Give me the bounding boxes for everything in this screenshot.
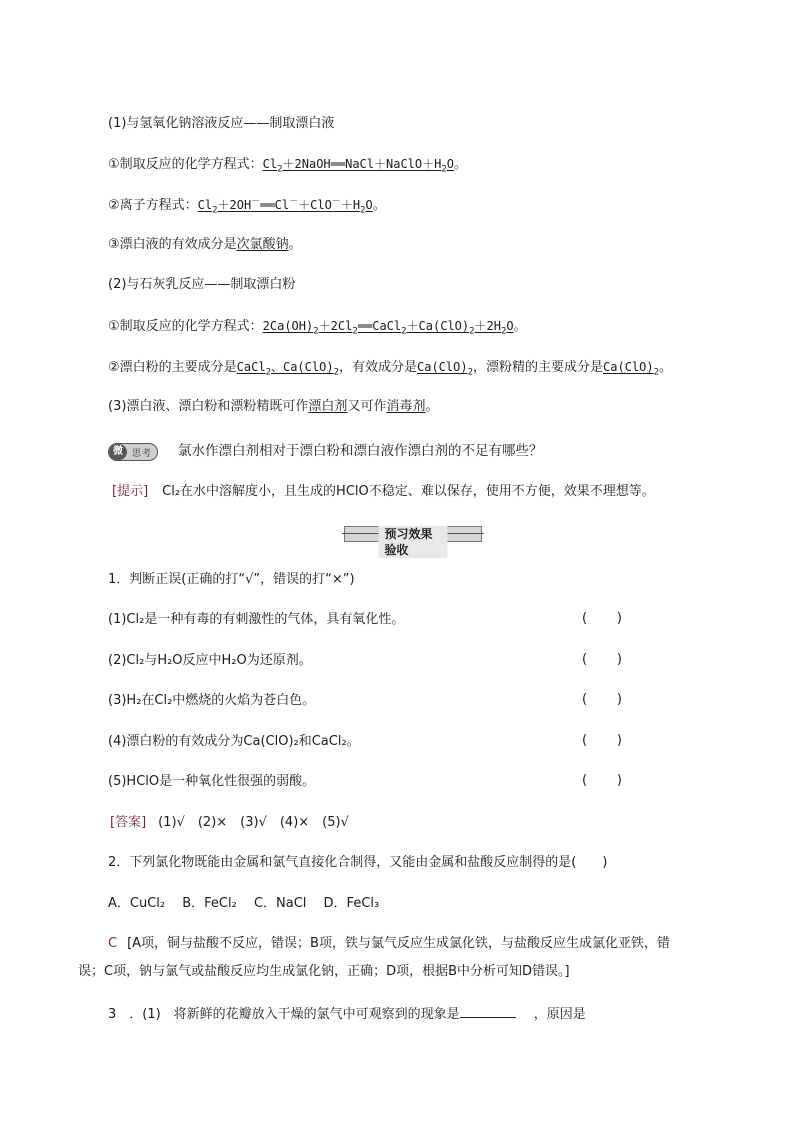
think-badge-wei: 微 bbox=[109, 444, 127, 460]
s1-chem-prefix: ①制取反应的化学方程式： bbox=[108, 157, 263, 172]
think-question: 氯水作漂白剂相对于漂白粉和漂白液作漂白剂的不足有哪些？ bbox=[178, 443, 543, 459]
q1-stem: 1．判断正误(正确的打“√”，错误的打“×”) bbox=[108, 572, 355, 587]
q1-item-2: (2)Cl₂与H₂O反应中H₂O为还原剂。 bbox=[108, 653, 312, 668]
q1-item-2-answer-box[interactable]: ( ) bbox=[582, 652, 622, 667]
section1-heading: (1)与氢氧化钠溶液反应——制取漂白液 bbox=[108, 116, 335, 131]
tip-text: Cl₂在水中溶解度小，且生成的HClO不稳定、难以保存，使用不方便，效果不理想等。 bbox=[162, 484, 655, 499]
q2-options: A．CuCl₂ B．FeCl₂ C．NaCl D．FeCl₃ bbox=[108, 896, 380, 911]
q1-item-5: (5)HClO是一种氧化性很强的弱酸。 bbox=[108, 774, 316, 789]
s1-chem-equation: $Cl_2+2NaOH══NaCl+NaClO+H_2O$ bbox=[262, 157, 455, 175]
q1-item-3-answer-box[interactable]: ( ) bbox=[582, 692, 622, 707]
q1-item-1-answer-box[interactable]: ( ) bbox=[582, 611, 622, 626]
s1-active-answer: 次氯酸钠 bbox=[236, 237, 289, 252]
s1-chem-equation-line: ①制取反应的化学方程式：$Cl_2+2NaOH══NaCl+NaClO+H_2O$。 bbox=[108, 157, 468, 175]
answer-text: (1)√ (2)× (3)√ (4)× (5)√ bbox=[158, 815, 349, 830]
s3-answer-bleach: 漂白剂 bbox=[308, 399, 348, 414]
s3-line: (3)漂白液、漂白粉和漂粉精既可作漂白剂又可作消毒剂。 bbox=[108, 399, 439, 414]
answer-label: [答案] bbox=[110, 815, 147, 830]
q2-explanation-line2: 误；C项，钠与氯气或盐酸反应均生成氯化钠，正确；D项，根据B中分析可知D错误。] bbox=[78, 964, 570, 979]
section2-heading: (2)与石灰乳反应——制取漂白粉 bbox=[108, 277, 296, 292]
q2-answer-letter: C bbox=[108, 936, 118, 951]
q2-explanation-line1: C [A项，铜与盐酸不反应，错误；B项，铁与氯气反应生成氯化铁，与盐酸反应生成氯化亚铁，错 bbox=[108, 936, 670, 951]
s1-active-prefix: ③漂白液的有效成分是 bbox=[108, 237, 237, 252]
s2-active-component: $Ca(ClO)_2$ bbox=[417, 360, 473, 378]
s2-chem-equation-line: ①制取反应的化学方程式：$2Ca(OH)_2+2Cl_2══CaCl_2+Ca(ClO)_2+2H_2O$。 bbox=[108, 319, 527, 337]
s1-ion-prefix: ②离子方程式： bbox=[108, 198, 198, 213]
s2-chem-equation: $2Ca(OH)_2+2Cl_2══CaCl_2+Ca(ClO)_2+2H_2O$ bbox=[262, 319, 514, 337]
q1-item-5-answer-box[interactable]: ( ) bbox=[582, 773, 622, 788]
think-badge-label: 思考 bbox=[132, 448, 153, 459]
s1-active-line: ③漂白液的有效成分是次氯酸钠。 bbox=[108, 237, 302, 252]
s1-ion-equation-line: ②离子方程式：$Cl_2+2OH^-══Cl^-+ClO^-+H_2O$。 bbox=[108, 197, 386, 216]
q1-item-4-answer-box[interactable]: ( ) bbox=[582, 733, 622, 748]
tip-label: [提示] bbox=[112, 484, 149, 499]
s2-bleach-essence-component: $Ca(ClO)_2$ bbox=[603, 360, 660, 378]
q1-item-1: (1)Cl₂是一种有毒的有刺激性的气体，具有氧化性。 bbox=[108, 612, 405, 627]
think-badge bbox=[108, 443, 158, 461]
s2-chem-prefix: ①制取反应的化学方程式： bbox=[108, 319, 263, 334]
section-title-banner bbox=[344, 526, 482, 557]
section-title: 预习效果验收 bbox=[379, 526, 448, 558]
s2-main-components: CaCl$_2$、$Ca(ClO)_2$ bbox=[236, 360, 339, 378]
q3-line: 3 ．(1) 将新鲜的花瓣放入干燥的氯气中可观察到的现象是 ，原因是 bbox=[108, 1003, 586, 1024]
q3-blank[interactable] bbox=[460, 1003, 516, 1018]
q2-stem: 2．下列氯化物既能由金属和氯气直接化合制得，又能由金属和盐酸反应制得的是( ) bbox=[108, 855, 608, 870]
q1-item-3: (3)H₂在Cl₂中燃烧的火焰为苍白色。 bbox=[108, 693, 316, 708]
s2-components-line: ②漂白粉的主要成分是CaCl$_2$、$Ca(ClO)_2$，有效成分是$Ca(ClO)_2$，漂粉精的主要成分是$Ca(ClO)_2$。 bbox=[108, 360, 673, 378]
s3-answer-disinfect: 消毒剂 bbox=[386, 399, 426, 414]
q1-item-4: (4)漂白粉的有效成分为Ca(ClO)₂和CaCl₂。 bbox=[108, 734, 360, 749]
think-tip bbox=[112, 483, 655, 501]
s2-main-prefix: ②漂白粉的主要成分是 bbox=[108, 360, 237, 375]
q1-answer bbox=[110, 814, 349, 832]
s1-ion-equation: $Cl_2+2OH^-══Cl^-+ClO^-+H_2O$ bbox=[197, 197, 373, 216]
